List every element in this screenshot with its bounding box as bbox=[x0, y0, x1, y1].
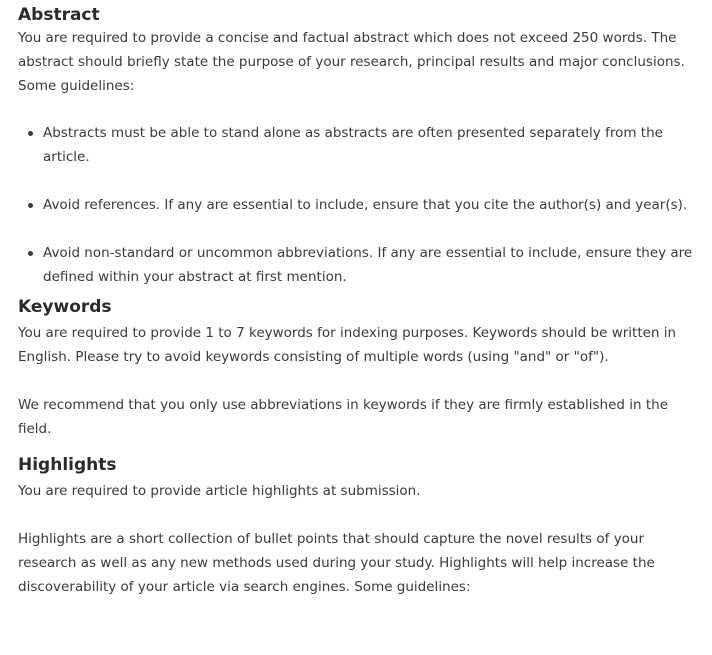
keywords-section bbox=[18, 296, 694, 441]
keywords-paragraph-2: We recommend that you only use abbreviations in keywords if they are firmly established in the field. bbox=[18, 397, 668, 437]
list-item: Avoid references. If any are essential to include, ensure that you cite the author(s) and year(s). bbox=[18, 193, 694, 217]
highlights-heading: Highlights bbox=[18, 455, 117, 475]
keywords-heading: Keywords bbox=[18, 297, 112, 317]
highlights-paragraph-2: Highlights are a short collection of bullet points that should capture the novel results of your research as well as any new methods used during your study. Highlights will help increase the discoverability of your article via search engines. Some guidelines: bbox=[18, 531, 655, 595]
keywords-paragraph-1: You are required to provide 1 to 7 keywords for indexing purposes. Keywords should be written in English. Please try to avoid keywords consisting of multiple words (using "and" or "of"). bbox=[18, 325, 677, 365]
abstract-intro: You are required to provide a concise and factual abstract which does not exceed 250 words. The abstract should briefly state the purpose of your research, principal results and major conclusions. Some guidelines: bbox=[18, 30, 685, 94]
highlights-paragraph-1: You are required to provide article highlights at submission. bbox=[18, 483, 421, 499]
abstract-guidelines-list bbox=[18, 121, 694, 289]
list-item: Abstracts must be able to stand alone as abstracts are often presented separately from the article. bbox=[18, 121, 694, 169]
list-item: Avoid non-standard or uncommon abbreviations. If any are essential to include, ensure they are defined within your abstract at first mention. bbox=[18, 241, 694, 289]
abstract-heading: Abstract bbox=[18, 5, 100, 25]
abstract-section bbox=[18, 4, 694, 289]
highlights-section bbox=[18, 454, 694, 599]
